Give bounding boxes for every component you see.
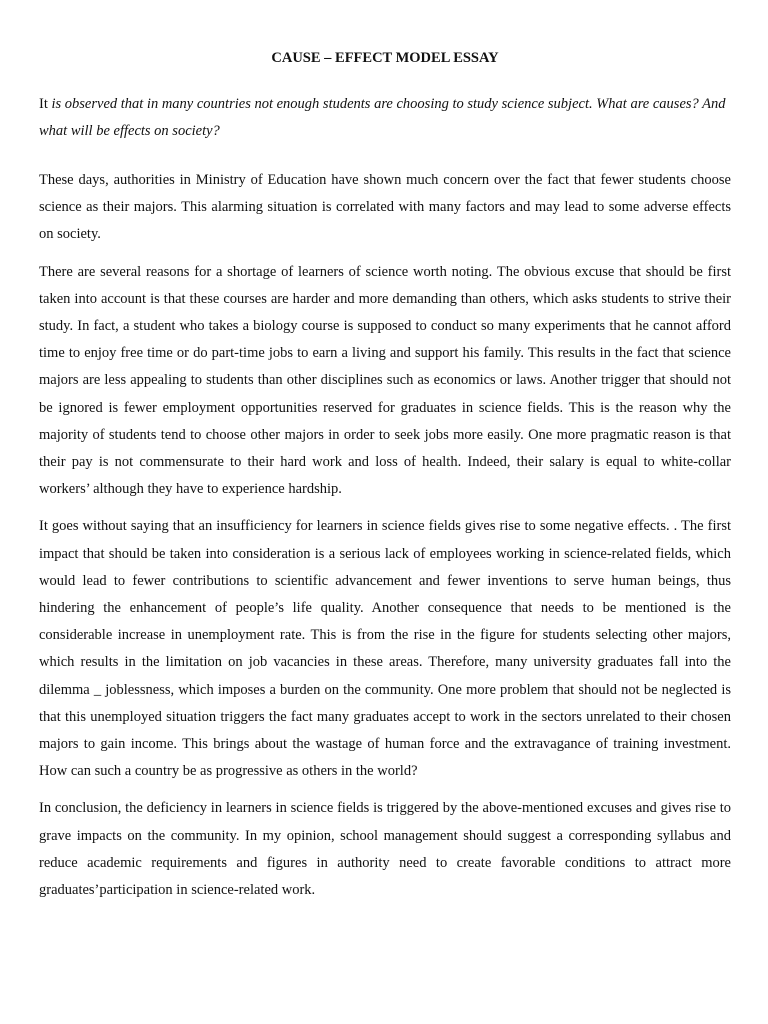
prompt-question: is observed that in many countries not enough students are choosing to study science subject. What are causes? And what will be effects on society?: [39, 96, 726, 139]
essay-title: CAUSE – EFFECT MODEL ESSAY: [271, 50, 499, 66]
paragraph-conclusion: In conclusion, the deficiency in learners in science fields is triggered by the above-mentioned excuses and gives rise to grave impacts on the community. In my opinion, school management should suggest a corresponding syllabus and reduce academic requirements and figures in authority need to create favorable conditions to attract more graduates’participation in science-related work.: [39, 800, 731, 899]
paragraph-effects: It goes without saying that an insufficiency for learners in science fields gives rise to some negative effects. . The first impact that should be taken into consideration is a serious lack of employees working in science-related fields, which would lead to fewer contributions to scientific advancement and fewer inventions to serve human beings, thus hindering the enhancement of people’s life quality. Another consequence that needs to be mentioned is the considerable increase in unemployment rate. This is from the rise in the figure for students selecting other majors, which results in the limitation on job vacancies in these areas. Therefore, many university graduates fall into the dilemma _ joblessness, which imposes a burden on the community. One more problem that should not be neglected is that this unemployed situation triggers the fact many graduates accept to work in the sectors unrelated to their chosen majors to gain income. This brings about the wastage of human force and the extravagance of training investment. How can such a country be as progressive as others in the world?: [39, 518, 731, 780]
paragraph-causes: There are several reasons for a shortage of learners of science worth noting. The obvious excuse that should be first taken into account is that these courses are harder and more demanding than others, which asks students to strive their study. In fact, a student who takes a biology course is supposed to conduct so many experiments that he cannot afford time to enjoy free time or do part-time jobs to earn a living and support his family. This results in the fact that science majors are less appealing to students than other disciplines such as economics or laws. Another trigger that should not be ignored is fewer employment opportunities reserved for graduates in science fields. This is the reason why the majority of students tend to choose other majors in order to seek jobs more easily. One more pragmatic reason is that their pay is not commensurate to their hard work and loss of health. Indeed, their salary is equal to white-collar workers’ although they have to experience hardship.: [39, 263, 731, 498]
prompt-lead: It: [39, 96, 52, 112]
document-page: [39, 46, 731, 914]
paragraph-introduction: These days, authorities in Ministry of Education have shown much concern over the fact that fewer students choose science as their majors. This alarming situation is correlated with many factors and may lead to some adverse effects on society.: [39, 172, 731, 243]
essay-prompt: [39, 91, 731, 145]
